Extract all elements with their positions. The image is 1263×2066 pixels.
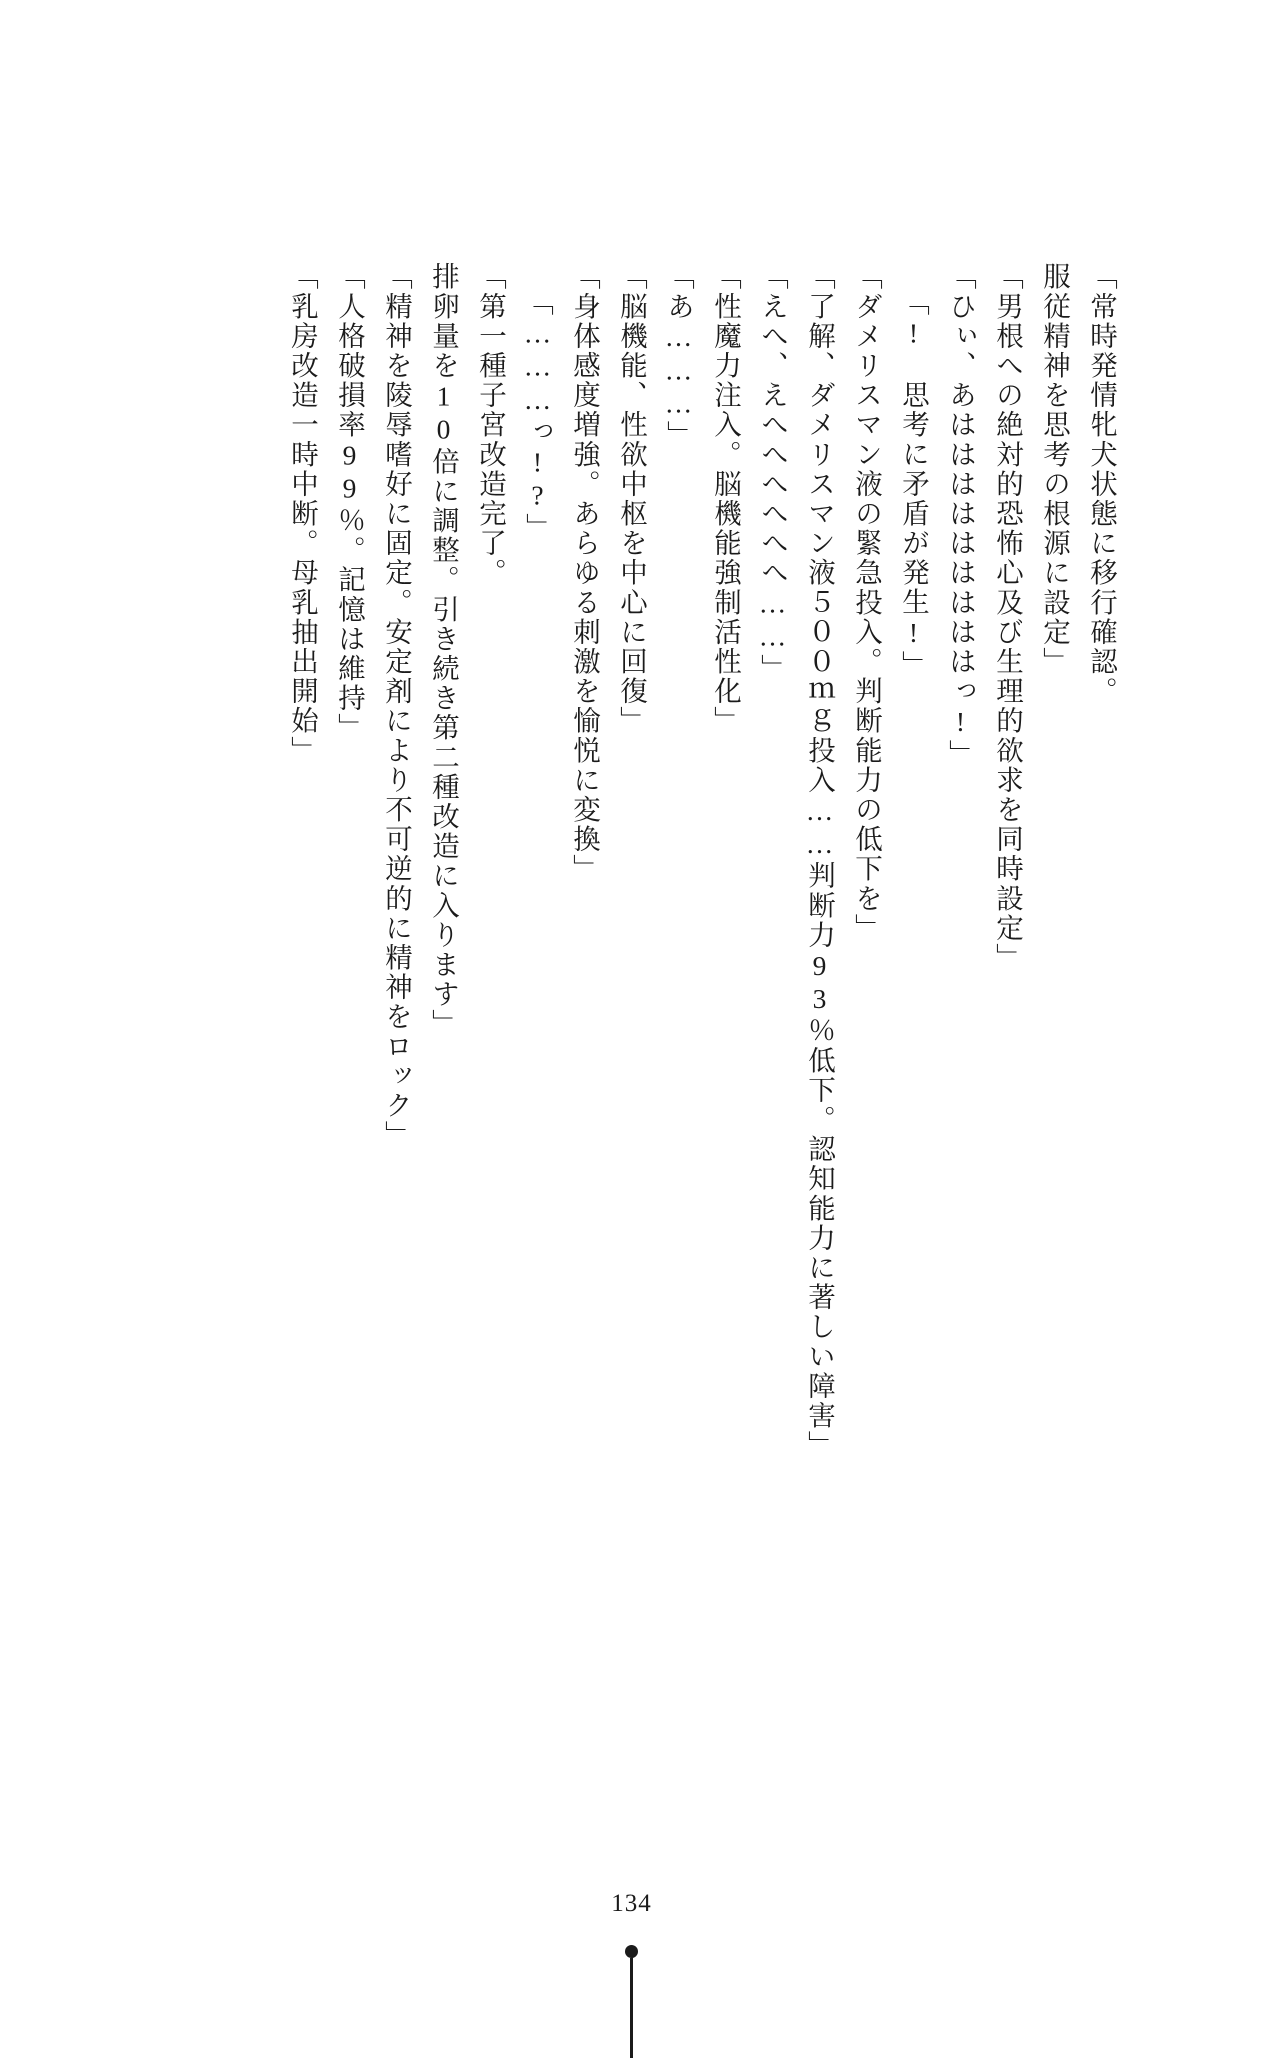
text-line: 「常時発情牝犬状態に移行確認。 (1086, 262, 1117, 706)
vertical-text-block (269, 262, 1115, 1692)
text-line: 「了解、ダメリスマン液５００ｍｇ投入……判断力93％低下。認知能力に著しい障害」 (804, 262, 835, 1460)
decorative-bottom-mark (625, 1945, 639, 2058)
text-line: 「あ………」 (663, 262, 694, 451)
bottom-rule (630, 1958, 633, 2058)
text-line: 「性魔力注入。脳機能強制活性化」 (710, 262, 741, 736)
text-line: 「えへ、えへへへへへへ……」 (757, 262, 788, 684)
text-line: 「………っ!?」 (522, 288, 553, 543)
text-line: 排卵量を10倍に調整。引き続き第二種改造に入ります」 (428, 262, 459, 1039)
text-line: 「乳房改造一時中断。母乳抽出開始」 (287, 262, 318, 766)
bottom-dot-icon (625, 1945, 638, 1958)
text-line: 「ダメリスマン液の緊急投入。判断能力の低下を」 (851, 262, 882, 943)
text-line: 服従精神を思考の根源に設定」 (1039, 262, 1070, 677)
text-line: 「身体感度増強。あらゆる刺激を愉悦に変換」 (569, 262, 600, 884)
text-line: 「人格破損率99％。記憶は維持」 (334, 262, 365, 743)
text-line: 「精神を陵辱嗜好に固定。安定剤により不可逆的に精神をロック」 (381, 262, 412, 1150)
text-line: 「! 思考に矛盾が発生!」 (898, 288, 929, 680)
text-line: 「第一種子宮改造完了。 (475, 262, 506, 588)
text-line: 「脳機能、性欲中枢を中心に回復」 (616, 262, 647, 736)
text-line: 「男根への絶対的恐怖心及び生理的欲求を同時設定」 (992, 262, 1023, 973)
page-number: 134 (611, 1890, 652, 1917)
text-line: 「ひぃ、あはははははははははっ!」 (945, 262, 976, 769)
